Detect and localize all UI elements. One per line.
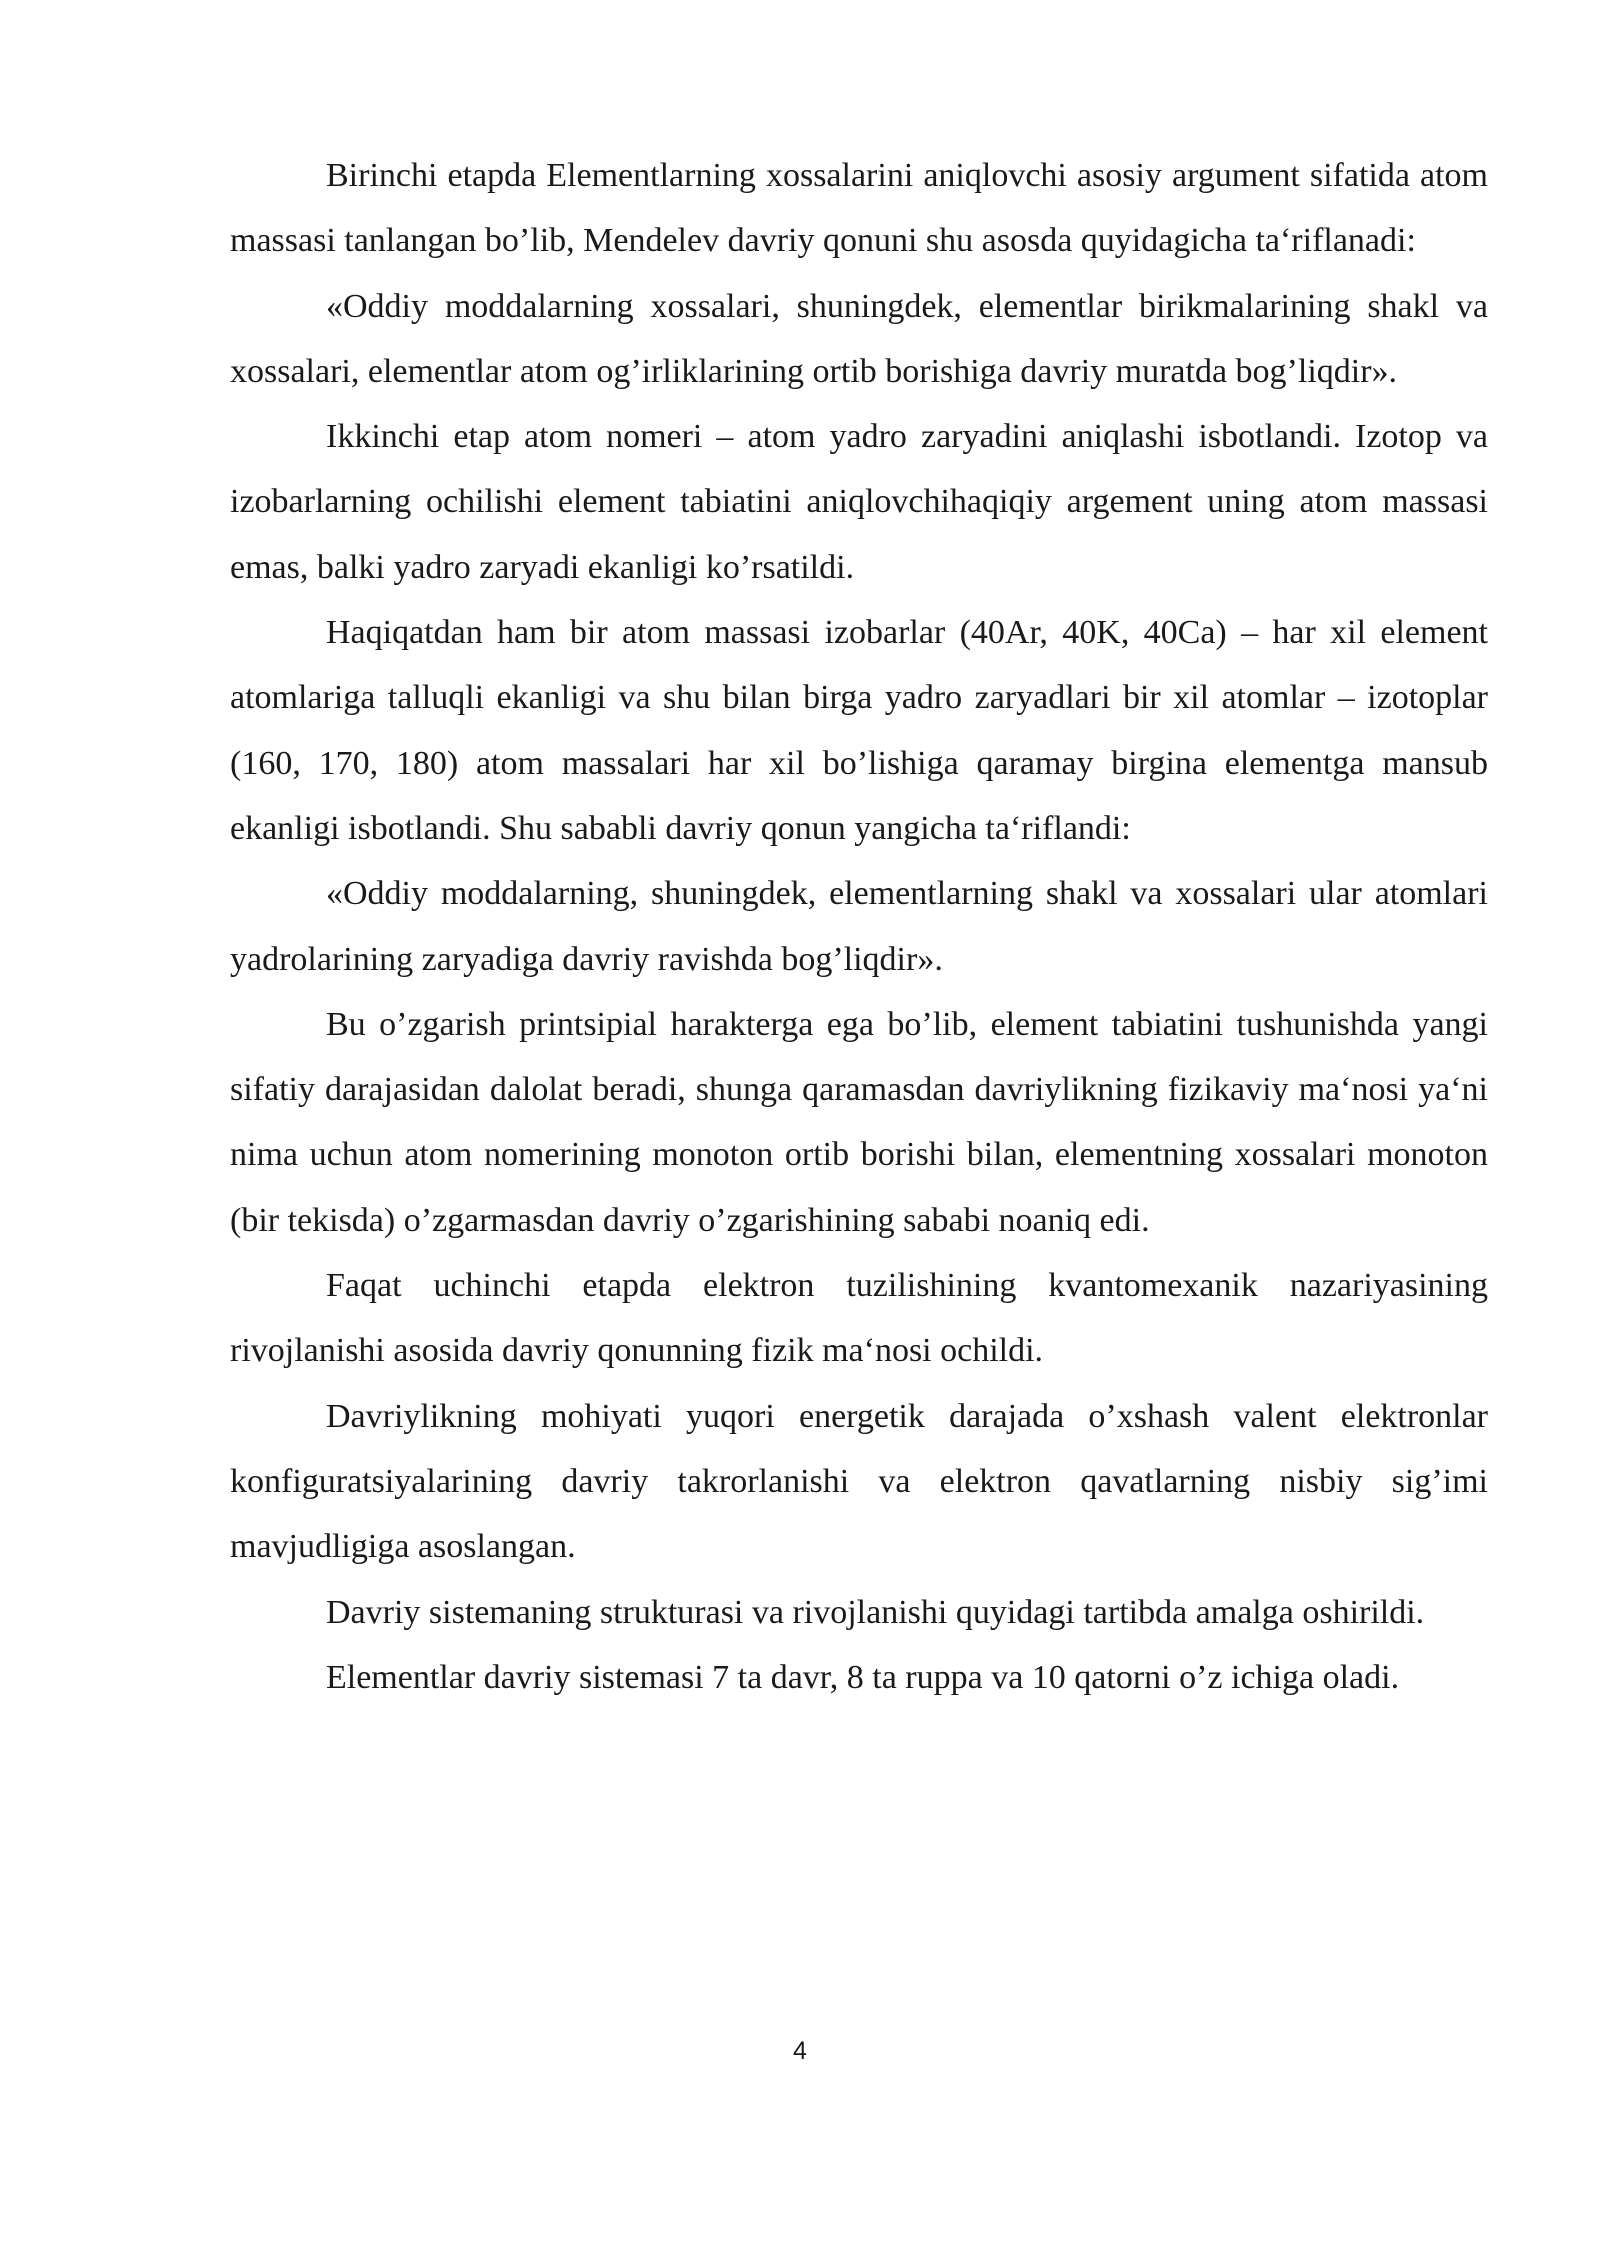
page-number: 4: [793, 2037, 807, 2065]
paragraph: Elementlar davriy sistemasi 7 ta davr, 8 ta ruppa va 10 qatorni o’z ichiga oladi.: [326, 1658, 1400, 1696]
paragraph: Davriy sistemaning strukturasi va rivojlanishi quyidagi tartibda amalga oshirildi.: [326, 1593, 1425, 1631]
paragraph: Faqat uchinchi etapda elektron tuzilishining kvantomexanik nazariyasining rivojlanishi asosida davriy qonunning fizik ma‘nosi ochildi.: [230, 1267, 1488, 1370]
paragraph: Haqiqatdan ham bir atom massasi izobarlar (40Ar, 40K, 40Ca) – har xil element atomlariga talluqli ekanligi va shu bilan birga yadro zaryadlari bir xil atomlar – izotoplar (160, 170, 180) atom massalari har xil bo’lishiga qaramay birgina elementga mansub ekanligi isbotlandi. Shu sababli davriy qonun yangicha ta‘riflandi:: [230, 614, 1488, 847]
quote-paragraph: «Oddiy moddalarning xossalari, shuningdek, elementlar birikmalarining shakl va xossalari, elementlar atom og’irliklarining ortib borishiga davriy muratda bog’liqdir».: [230, 287, 1488, 390]
paragraph: Ikkinchi etap atom nomeri – atom yadro zaryadini aniqlashi isbotlandi. Izotop va izobarlarning ochilishi element tabiatini aniqlovchihaqiqiy argement uning atom massasi emas, balki yadro zaryadi ekanligi ko’rsatildi.: [230, 418, 1488, 586]
paragraph: Bu o’zgarish printsipial harakterga ega bo’lib, element tabiatini tushunishda yangi sifatiy darajasidan dalolat beradi, shunga qaramasdan davriylikning fizikaviy ma‘nosi ya‘ni nima uchun atom nomerining monoton ortib borishi bilan, elementning xossalari monoton (bir tekisda) o’zgarmasdan davriy o’zgarishining sababi noaniq edi.: [230, 1005, 1488, 1239]
document-body: [230, 143, 1488, 1710]
paragraph: Birinchi etapda Elementlarning xossalarini aniqlovchi asosiy argument sifatida atom massasi tanlangan bo’lib, Mendelev davriy qonuni shu asosda quyidagicha ta‘riflanadi:: [230, 157, 1488, 260]
paragraph: Davriylikning mohiyati yuqori energetik darajada o’xshash valent elektronlar konfiguratsiyalarining davriy takrorlanishi va elektron qavatlarning nisbiy sig’imi mavjudligiga asoslangan.: [230, 1397, 1488, 1566]
quote-paragraph: «Oddiy moddalarning, shuningdek, elementlarning shakl va xossalari ular atomlari yadrolarining zaryadiga davriy ravishda bog’liqdir».: [230, 875, 1488, 978]
